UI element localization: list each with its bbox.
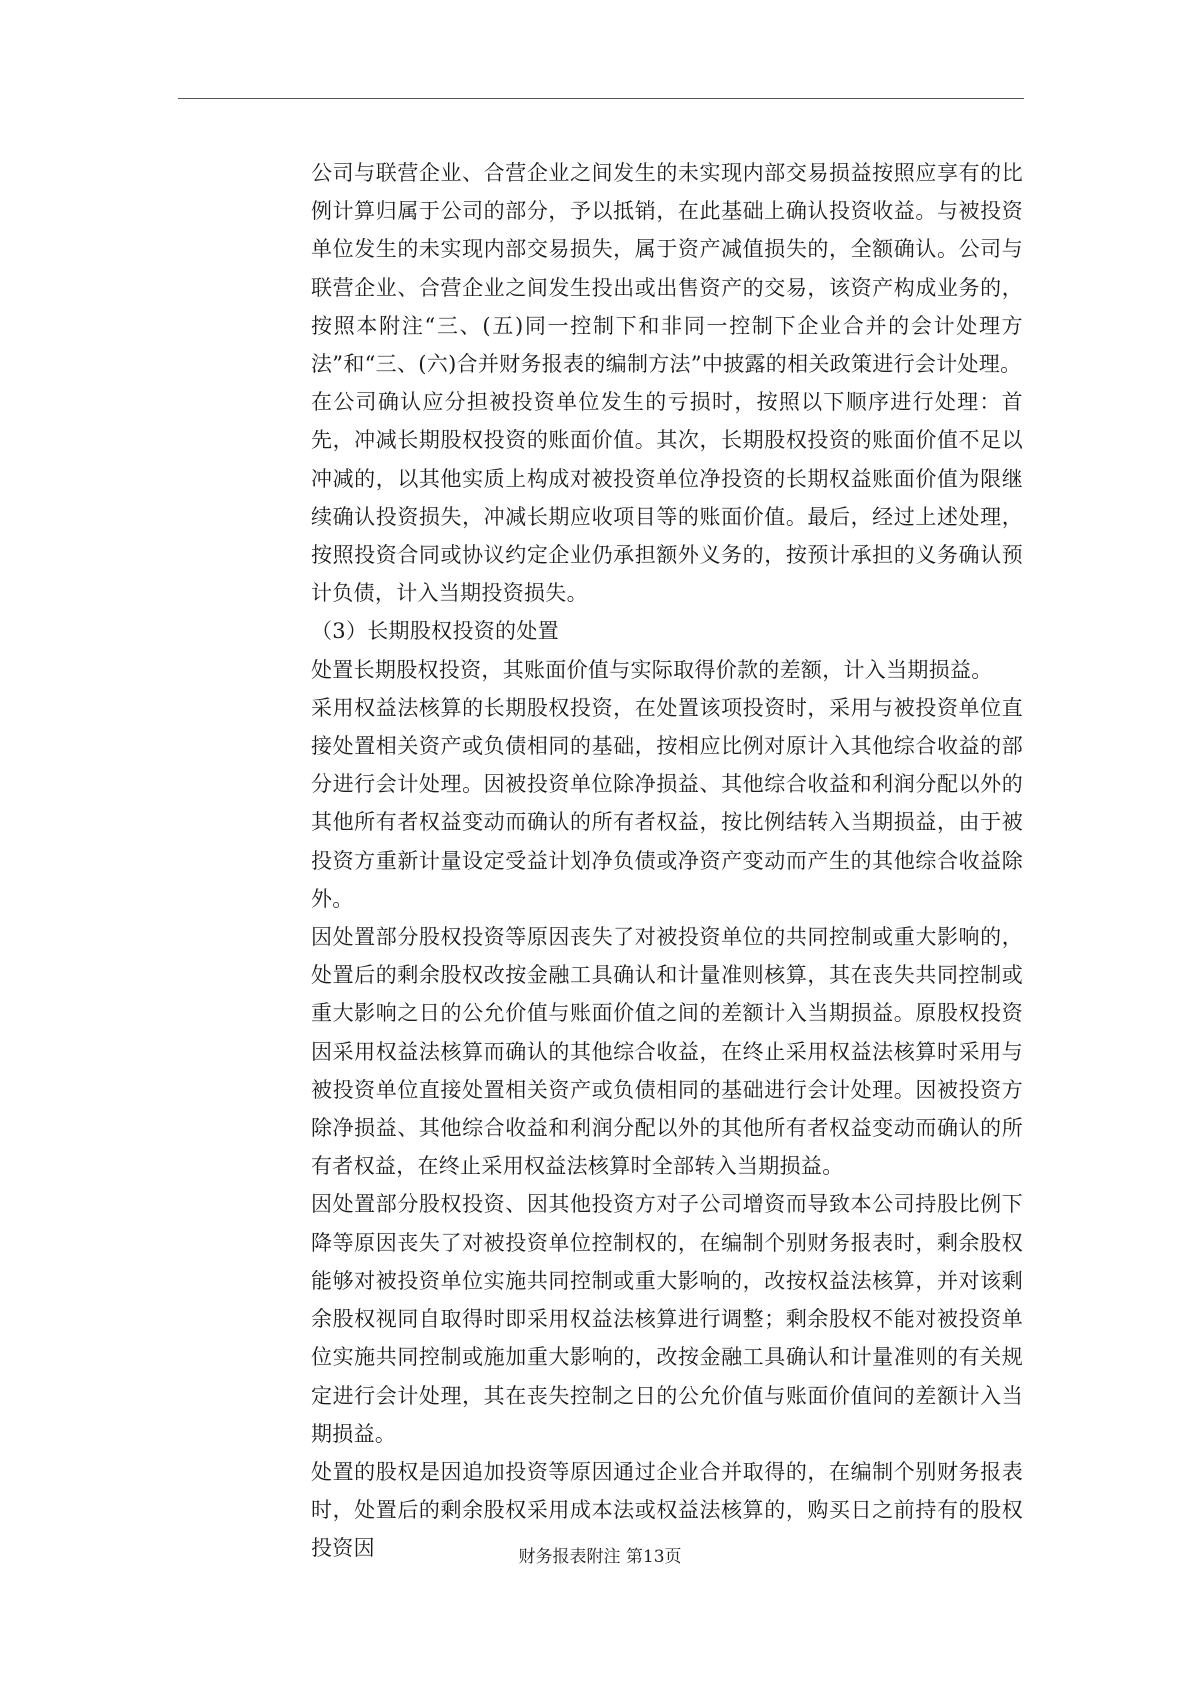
paragraph: 在公司确认应分担被投资单位发生的亏损时，按照以下顺序进行处理：首先，冲减长期股权投资的账面价值。其次，长期股权投资的账面价值不足以冲减的，以其他实质上构成对被投资单位净投资的长期权益账面价值为限继续确认投资损失，冲减长期应收项目等的账面价值。最后，经过上述处理，按照投资合同或协议约定企业仍承担额外义务的，按预计承担的义务确认预计负债，计入当期投资损失。	[311, 390, 1023, 606]
section-heading: （3）长期股权投资的处置	[311, 619, 559, 644]
body-text	[311, 154, 1023, 1568]
footer-label: 财务报表附注	[518, 1547, 621, 1567]
paragraph: 采用权益法核算的长期股权投资，在处置该项投资时，采用与被投资单位直接处置相关资产或负债相同的基础，按相应比例对原计入其他综合收益的部分进行会计处理。因被投资单位除净损益、其他综合收益和利润分配以外的其他所有者权益变动而确认的所有者权益，按比例结转入当期损益，由于被投资方重新计量设定受益计划净负债或净资产变动而产生的其他综合收益除外。	[311, 695, 1023, 911]
paragraph: 因处置部分股权投资、因其他投资方对子公司增资而导致本公司持股比例下降等原因丧失了对被投资单位控制权的，在编制个别财务报表时，剩余股权能够对被投资单位实施共同控制或重大影响的，改按权益法核算，并对该剩余股权视同自取得时即采用权益法核算进行调整；剩余股权不能对被投资单位实施共同控制或施加重大影响的，改按金融工具确认和计量准则的有关规定进行会计处理，其在丧失控制之日的公允价值与账面价值间的差额计入当期损益。	[311, 1192, 1023, 1446]
page-number: 第13页	[625, 1547, 682, 1567]
paragraph: 公司与联营企业、合营企业之间发生的未实现内部交易损益按照应享有的比例计算归属于公司的部分，予以抵销，在此基础上确认投资收益。与被投资单位发生的未实现内部交易损失，属于资产减值损失的，全额确认。公司与联营企业、合营企业之间发生投出或出售资产的交易，该资产构成业务的，按照本附注“三、(五)同一控制下和非同一控制下企业合并的会计处理方法”和“三、(六)合并财务报表的编制方法”中披露的相关政策进行会计处理。	[311, 161, 1023, 377]
paragraph: 因处置部分股权投资等原因丧失了对被投资单位的共同控制或重大影响的，处置后的剩余股权改按金融工具确认和计量准则核算，其在丧失共同控制或重大影响之日的公允价值与账面价值之间的差额计入当期损益。原股权投资因采用权益法核算而确认的其他综合收益，在终止采用权益法核算时采用与被投资单位直接处置相关资产或负债相同的基础进行会计处理。因被投资方除净损益、其他综合收益和利润分配以外的其他所有者权益变动而确认的所有者权益，在终止采用权益法核算时全部转入当期损益。	[311, 925, 1023, 1179]
paragraph: 处置长期股权投资，其账面价值与实际取得价款的差额，计入当期损益。	[311, 657, 993, 682]
paragraph: 处置的股权是因追加投资等原因通过企业合并取得的，在编制个别财务报表时，处置后的剩余股权采用成本法或权益法核算的，购买日之前持有的股权投资因	[311, 1459, 1023, 1561]
header-rule	[178, 98, 1024, 99]
page-footer	[0, 1542, 1200, 1567]
